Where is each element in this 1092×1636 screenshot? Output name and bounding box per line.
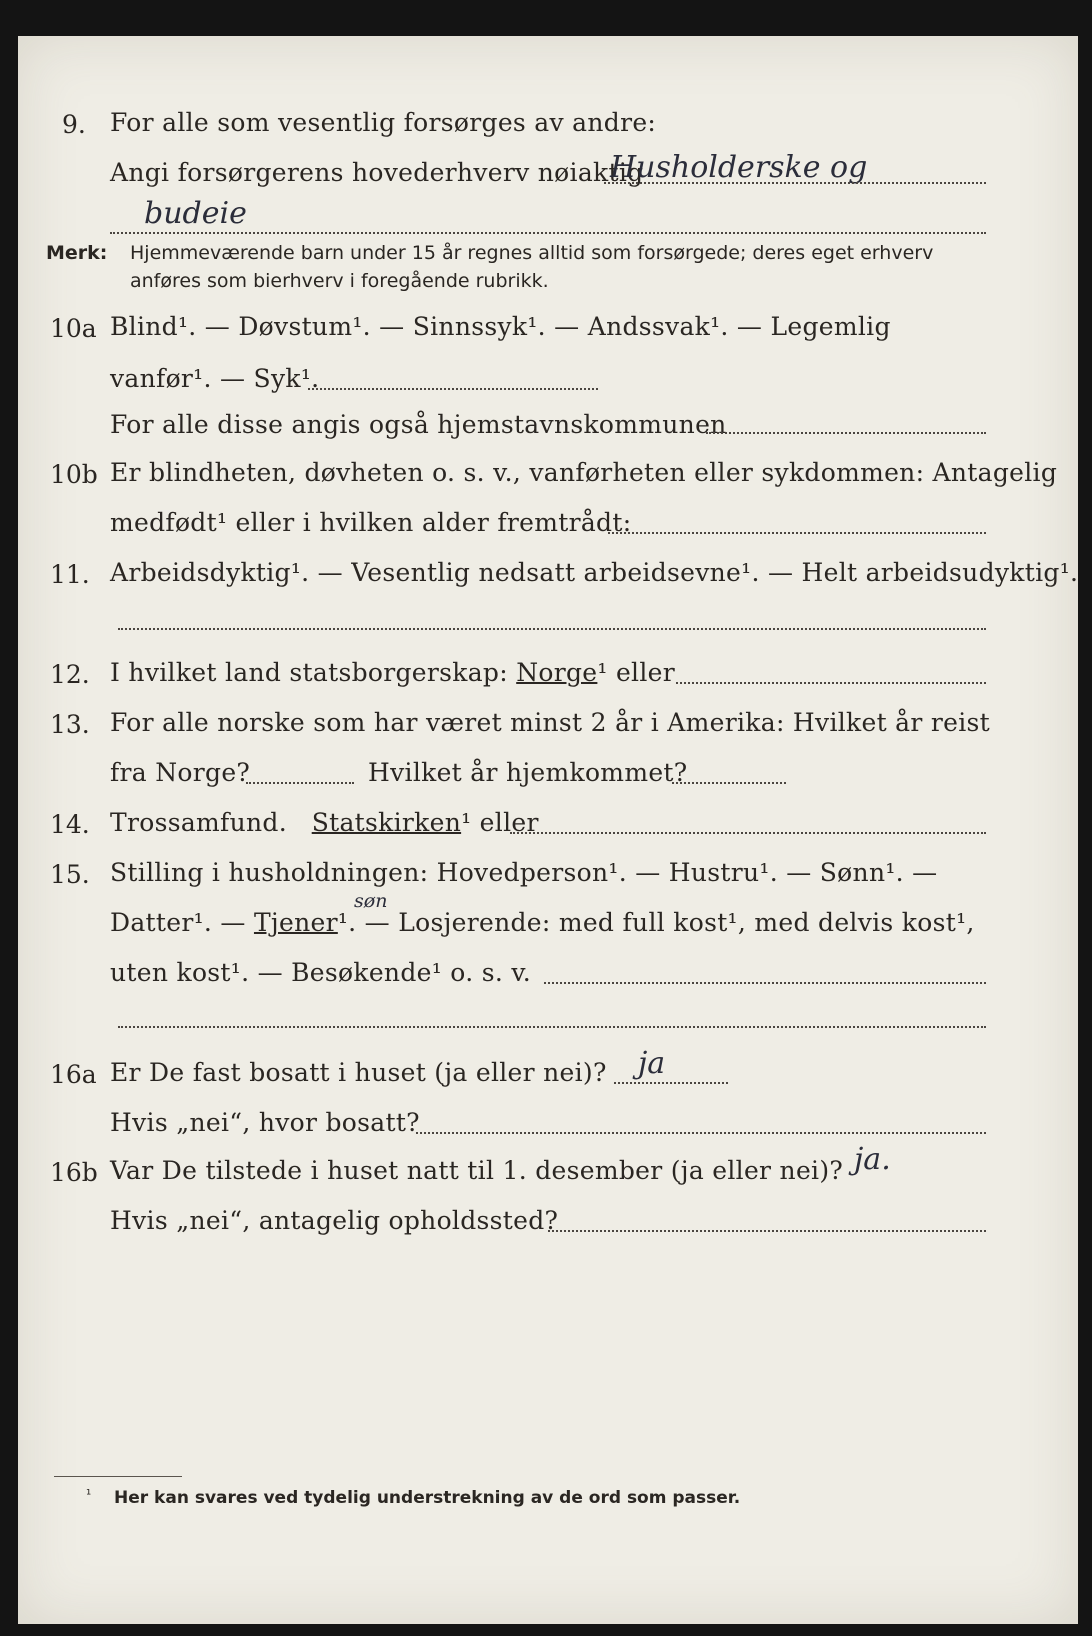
q9-line2: Angi forsørgerens hovederhverv nøiaktig <box>110 158 644 187</box>
q14-number: 14. <box>50 810 90 839</box>
q16a-bosatt-line <box>416 1132 986 1134</box>
q10a-line1: Blind¹. — Døvstum¹. — Sinnssyk¹. — Andssvak¹. — Legemlig <box>110 312 891 341</box>
q10b-answer-line <box>608 532 986 534</box>
q15-number: 15. <box>50 860 90 889</box>
footnote-rule <box>54 1476 182 1477</box>
q9-handwritten-answer2: budeie <box>144 196 247 231</box>
q16a-line2: Hvis „nei“, hvor bosatt? <box>110 1108 420 1137</box>
q16b-line1: Var De tilstede i huset natt til 1. desember (ja eller nei)? <box>110 1156 844 1185</box>
q10b-number: 10b <box>50 460 98 489</box>
q15-line1: Stilling i husholdningen: Hovedperson¹. — Hustru¹. — Sønn¹. — <box>110 858 938 887</box>
q9-number: 9. <box>62 110 86 139</box>
q16b-number: 16b <box>50 1158 98 1187</box>
q14-line: Trossamfund. Statskirken¹ eller <box>110 808 539 837</box>
q15-line3: uten kost¹. — Besøkende¹ o. s. v. <box>110 958 532 987</box>
q16a-answer-line <box>614 1082 728 1084</box>
q15-handwritten-son: søn <box>354 890 388 912</box>
q10a-hjemstavn-line <box>706 432 986 434</box>
q16a-line1: Er De fast bosatt i huset (ja eller nei)? <box>110 1058 607 1087</box>
q10b-line2: medfødt¹ eller i hvilken alder fremtrådt: <box>110 508 632 537</box>
q13-reist-line <box>246 782 354 784</box>
merk-line1: Hjemmeværende barn under 15 år regnes alltid som forsørgede; deres eget erhverv <box>130 242 934 264</box>
q15-extra-line <box>118 1026 986 1028</box>
q10a-line3: For alle disse angis også hjemstavnskommunen <box>110 410 727 439</box>
q13-hjemkommet-line <box>672 782 786 784</box>
q16a-handwritten-answer: ja <box>638 1046 666 1081</box>
q12-answer-line <box>676 682 986 684</box>
q13-line2a: fra Norge? <box>110 758 251 787</box>
footnote-text: Her kan svares ved tydelig understrekning av de ord som passer. <box>114 1488 741 1508</box>
q13-line1: For alle norske som har været minst 2 år i Amerika: Hvilket år reist <box>110 708 991 737</box>
q9-line1: For alle som vesentlig forsørges av andre: <box>110 108 657 137</box>
q12-line: I hvilket land statsborgerskap: Norge¹ eller <box>110 658 675 687</box>
q16a-number: 16a <box>50 1060 97 1089</box>
q11-line1: Arbeidsdyktig¹. — Vesentlig nedsatt arbeidsevne¹. — Helt arbeidsudyktig¹. <box>110 558 1079 587</box>
q16b-handwritten-answer: ja. <box>854 1142 891 1177</box>
q10b-line1: Er blindheten, døvheten o. s. v., vanførheten eller sykdommen: Antagelig <box>110 458 1058 487</box>
q16b-opholdssted-line <box>548 1230 986 1232</box>
q15-answer-line <box>544 982 986 984</box>
q12-number: 12. <box>50 660 90 689</box>
q11-answer-line <box>118 628 986 630</box>
q10a-syk-line <box>308 388 598 390</box>
q10a-number: 10a <box>50 314 97 343</box>
q16b-line2: Hvis „nei“, antagelig opholdssted? <box>110 1206 559 1235</box>
footnote-mark: ¹ <box>86 1488 92 1503</box>
merk-label: Merk: <box>46 242 108 264</box>
q14-answer-line <box>510 832 986 834</box>
q9-answer-line1 <box>604 182 986 184</box>
q11-number: 11. <box>50 560 90 589</box>
q15-line2: Datter¹. — Tjener¹. — Losjerende: med full kost¹, med delvis kost¹, <box>110 908 975 937</box>
q13-number: 13. <box>50 710 90 739</box>
q10a-line2: vanfør¹. — Syk¹. <box>110 364 320 393</box>
census-form-page <box>18 36 1078 1624</box>
merk-line2: anføres som bierhverv i foregående rubrikk. <box>130 270 549 292</box>
q9-answer-line2 <box>110 232 986 234</box>
q9-handwritten-answer1: Husholderske og <box>610 150 868 185</box>
q13-line2b: Hvilket år hjemkommet? <box>368 758 688 787</box>
